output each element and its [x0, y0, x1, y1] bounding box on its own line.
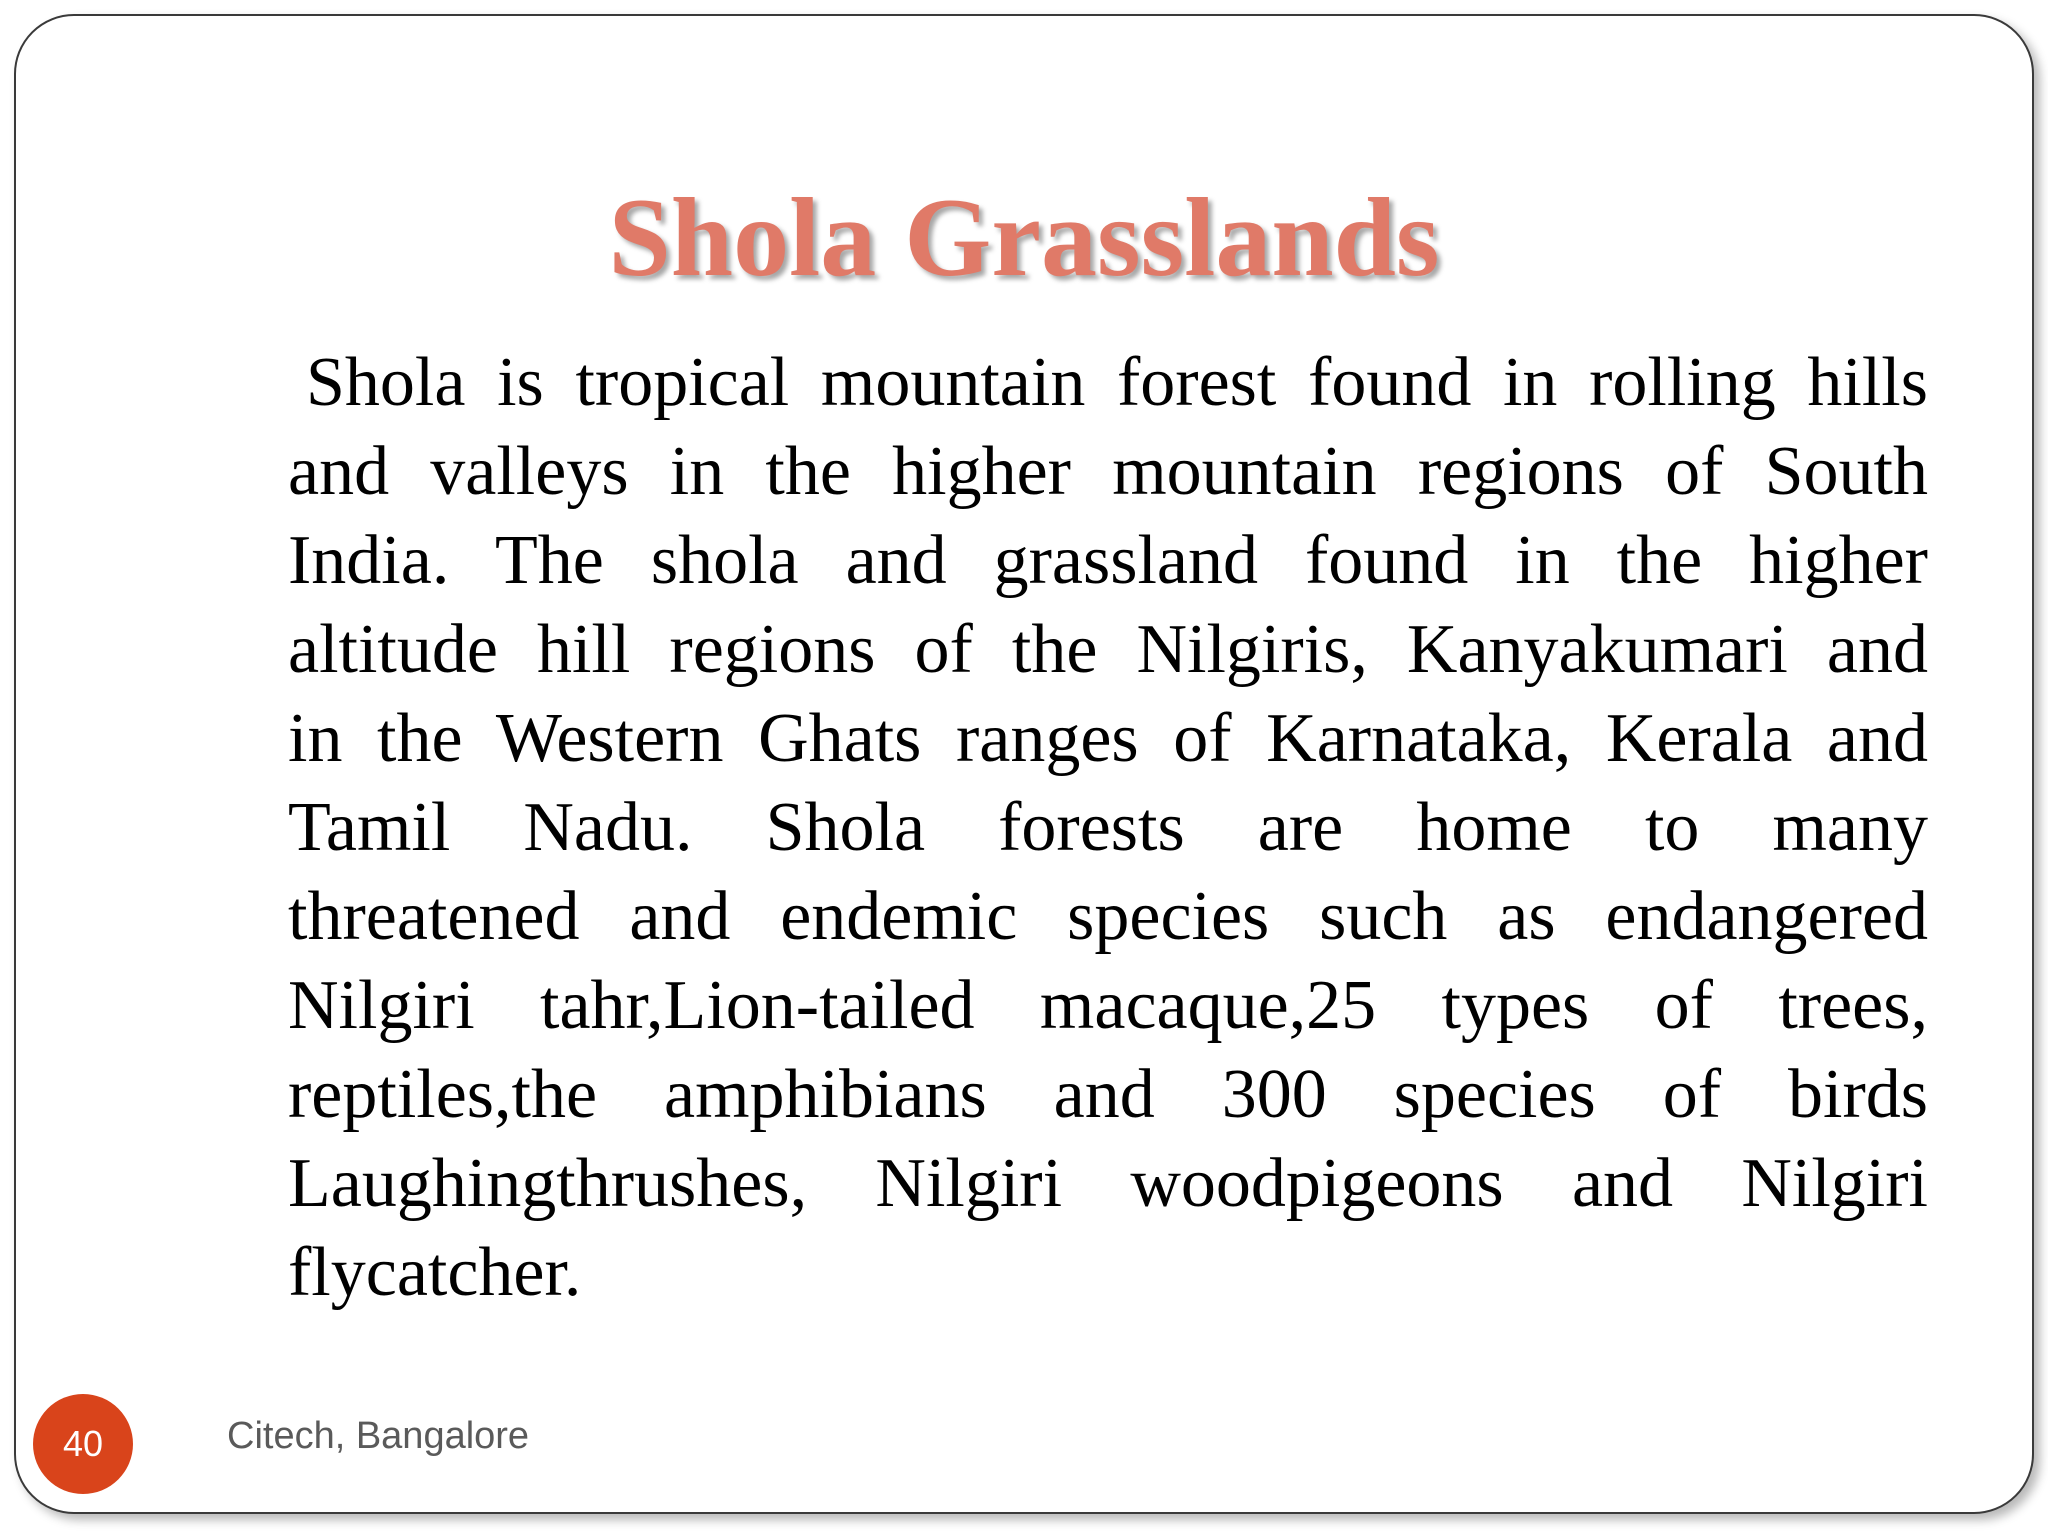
- body-line: India. The shola and grassland found in the higher: [288, 522, 1928, 599]
- body-line: flycatcher.: [288, 1234, 582, 1311]
- body-line: reptiles,the amphibians and 300 species of birds: [288, 1056, 1928, 1133]
- slide-body-text: [288, 338, 1928, 1317]
- page-number-badge: 40: [33, 1394, 133, 1494]
- body-line: Tamil Nadu. Shola forests are home to many: [288, 789, 1928, 866]
- body-line: Nilgiri tahr,Lion-tailed macaque,25 types of trees,: [288, 967, 1928, 1044]
- body-line: Shola is tropical mountain forest found in rolling hills: [306, 344, 1928, 421]
- body-line: threatened and endemic species such as endangered: [288, 878, 1928, 955]
- body-line: in the Western Ghats ranges of Karnataka, Kerala and: [288, 700, 1928, 777]
- slide-title: Shola Grasslands: [608, 176, 1440, 300]
- footer-text: Citech, Bangalore: [227, 1415, 530, 1457]
- body-line: Laughingthrushes, Nilgiri woodpigeons and Nilgiri: [288, 1145, 1928, 1222]
- body-line: and valleys in the higher mountain regions of South: [288, 433, 1928, 510]
- body-line: altitude hill regions of the Nilgiris, Kanyakumari and: [288, 611, 1928, 688]
